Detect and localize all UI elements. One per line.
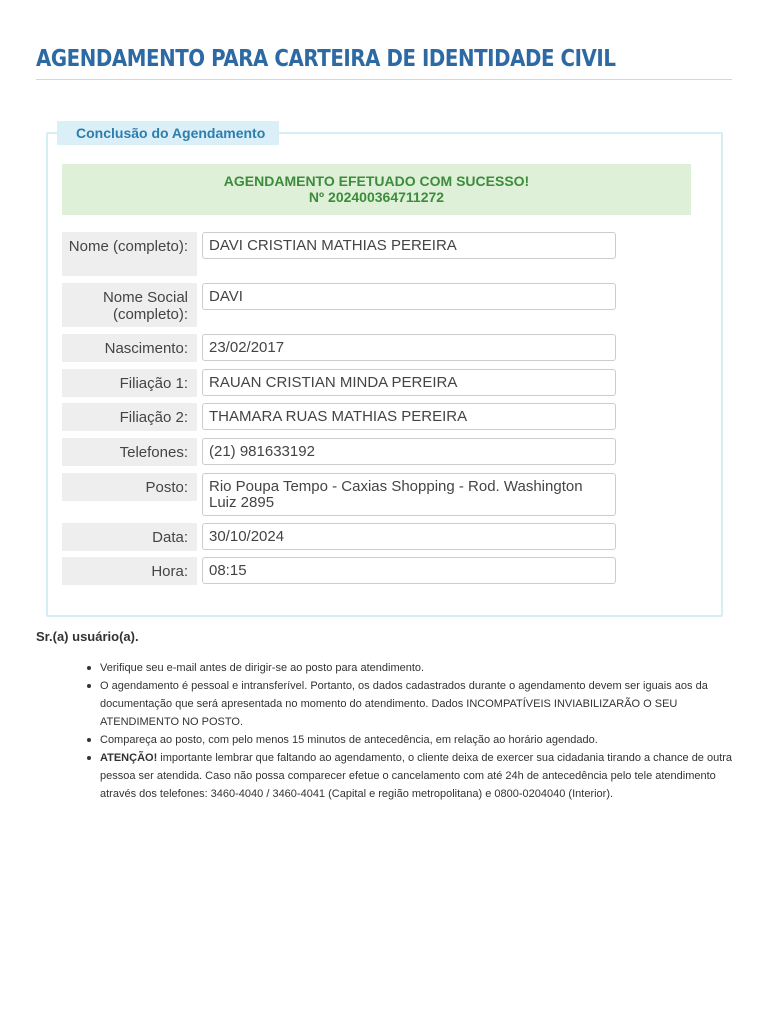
field-label-filiacao-2: Filiação 2: <box>62 403 197 431</box>
field-label-data: Data: <box>62 523 197 551</box>
bullet-icon <box>87 666 91 670</box>
instructions-list <box>100 659 736 803</box>
instruction-text: importante lembrar que faltando ao agendamento, o cliente deixa de exercer sua cidadania tirando a chance de outra pessoa ser atendida. Caso não possa comparecer efetue o cancelamento com até 24h de antecedência pelo tele atendimento através dos telefones: 3460-4040 / 3460-4041 (Capital e região metropolitana) e 0800-0204040 (Interior). <box>100 752 733 800</box>
bullet-icon <box>87 756 91 760</box>
success-message <box>62 164 691 215</box>
bullet-icon <box>87 738 91 742</box>
field-label-hora: Hora: <box>62 557 197 585</box>
bullet-icon <box>87 684 91 688</box>
field-value-nome[interactable]: DAVI CRISTIAN MATHIAS PEREIRA <box>202 232 616 259</box>
instruction-text: Compareça ao posto, com pelo menos 15 minutos de antecedência, em relação ao horário agendado. <box>100 734 598 746</box>
field-value-filiacao-1[interactable]: RAUAN CRISTIAN MINDA PEREIRA <box>202 369 616 396</box>
success-title: AGENDAMENTO EFETUADO COM SUCESSO! <box>223 173 530 189</box>
instruction-text: O agendamento é pessoal e intransferível. Portanto, os dados cadastrados durante o agendamento devem ser iguais aos da documentação que será apresentada no momento do atendimento. Dados INCOMPATÍVEIS INVIABILIZARÃO O SEU ATENDIMENTO NO POSTO. <box>100 680 708 728</box>
field-label-posto: Posto: <box>62 473 197 501</box>
field-value-telefones[interactable]: (21) 981633192 <box>202 438 616 465</box>
field-label-nome-social: Nome Social (completo): <box>62 283 197 327</box>
title-divider <box>36 79 732 80</box>
instruction-item <box>100 749 736 803</box>
field-label-telefones: Telefones: <box>62 438 197 466</box>
page-title: AGENDAMENTO PARA CARTEIRA DE IDENTIDADE CIVIL <box>36 46 616 72</box>
fieldset-legend: Conclusão do Agendamento <box>57 121 279 145</box>
field-label-nascimento: Nascimento: <box>62 334 197 362</box>
field-value-posto[interactable]: Rio Poupa Tempo - Caxias Shopping - Rod. Washington Luiz 2895 <box>202 473 616 516</box>
field-value-hora[interactable]: 08:15 <box>202 557 616 584</box>
field-label-filiacao-1: Filiação 1: <box>62 369 197 397</box>
field-value-data[interactable]: 30/10/2024 <box>202 523 616 550</box>
instruction-item <box>100 677 736 731</box>
field-value-filiacao-2[interactable]: THAMARA RUAS MATHIAS PEREIRA <box>202 403 616 430</box>
user-greeting: Sr.(a) usuário(a). <box>36 629 139 644</box>
appointment-number: Nº 202400364711272 <box>308 189 445 205</box>
instruction-item <box>100 659 736 677</box>
field-label-nome: Nome (completo): <box>62 232 197 276</box>
field-value-nome-social[interactable]: DAVI <box>202 283 616 310</box>
attention-label: ATENÇÃO! <box>100 752 158 764</box>
instruction-text: Verifique seu e-mail antes de dirigir-se ao posto para atendimento. <box>100 662 425 674</box>
field-value-nascimento[interactable]: 23/02/2017 <box>202 334 616 361</box>
instruction-item <box>100 731 736 749</box>
